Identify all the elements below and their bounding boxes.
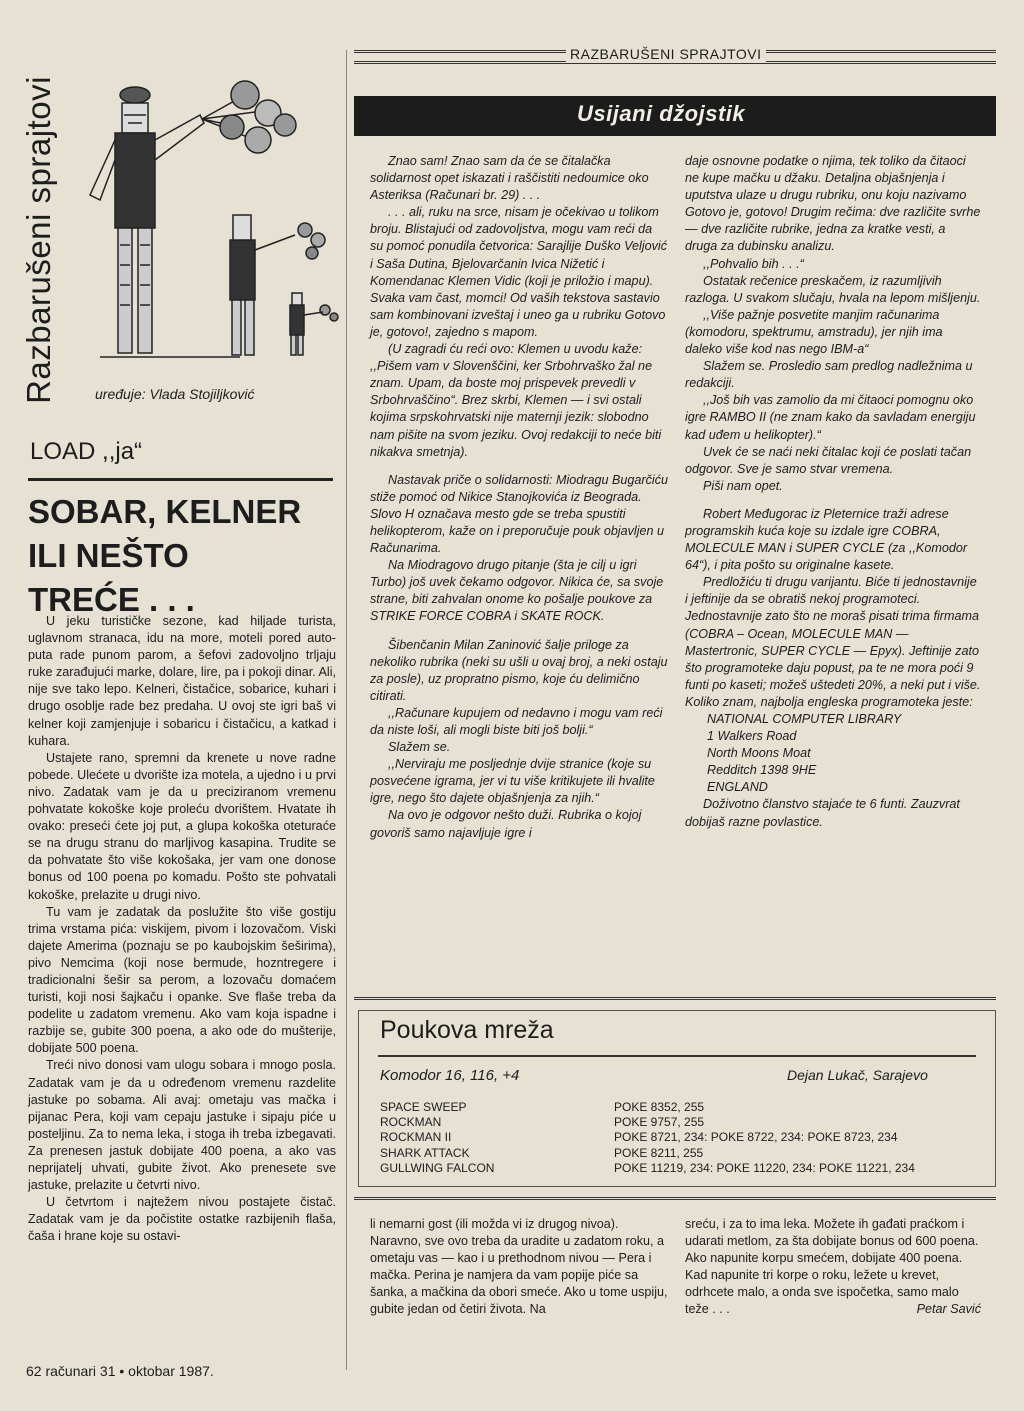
poke-box-title: Poukova mreža [380,1016,554,1044]
letter-paragraph: Slažem se. [388,740,451,755]
column-title-band [354,96,996,136]
poke-code: POKE 9757, 255 [614,1115,705,1130]
letters-column-right [685,153,981,831]
box-top-rule [354,997,996,1004]
article-continuation-middle [370,1216,668,1319]
poke-game: SHARK ATTACK [380,1145,470,1160]
letter-paragraph: Ostatak rečenice preskačem, iz razumljivih razloga. U svakom slučaju, hvala na lepom mišljenju. [685,273,981,305]
body-paragraph: Tu vam je zadatak da poslužite što više gostiju trima vrstama pića: viskijem, pivom i lozovačom. Viski dajete Amerima (poznaju se po kaubojskim šeširima), pivo Nemcima (koji nose bermude, hozntregere i tradicionalni šešir sa perom, a lozovaču domaćem turisti, koji nosi šajkaču i opanke. Sve flaše treba da podelite u zadatom vremenu. Ako vam koja ispadne i razbije se, gubite 300 poena, a ako ode do mušterije, dobijate 500 poena. [28,904,336,1056]
letter-paragraph: ,,Pohvalio bih . . .“ [703,256,804,271]
headline-line: ILI NEŠTO [28,537,189,574]
vertical-title-text: Razbarušeni sprajtovi [20,76,57,404]
letter-paragraph: Nastavak priče o solidarnosti: Miodragu Bugarčiću stiže pomoć od Nikice Stanojkovića iz Beograda. Slovo H označava mesto gde se treba spustiti helikopterom, kaže on i preporučuje pouk objavljen u Računarima. [370,472,668,556]
letters-column-middle [370,153,668,842]
letter-paragraph: Na Miodragovo drugo pitanje (šta je cilj u igri Turbo) još uvek čekamo odgovor. Nikica će, sa svoje strane, biti zahvalan onome ko pošalje poukove za STRIKE FORCE COBRA i SKATE ROCK. [370,558,664,624]
letter-paragraph: Slažem se. Prosledio sam predlog nadležnima u redakciji. [685,359,973,391]
author-signature: Petar Savić [916,1302,981,1317]
letter-paragraph: . . . ali, ruku na srce, nisam je očekivao u tolikom broju. Blistajući od zadovoljstva, mogu vam reći da su pomoć ponudila četvorica: Sarajlije Duško Veljović i Saša Dutina, Bjelovarčanin Ivica Nižetić i Komendanac Klemen Vidic (koji je priložio i mapu). Svaka vam čast, momci! Od vaših tekstova sastavio sam kombinovani izveštaj i uneo ga u rubriku Gotovo je, gotovo!, zajedno s mapom. [370,205,668,339]
waiters-illustration [80,65,342,375]
column-title: Usijani džojstik [577,101,746,126]
bottom-rule [354,1197,996,1204]
load-rule [28,478,333,481]
section-header [354,46,996,64]
body-paragraph: Treći nivo donosi vam ulogu sobara i mnogo posla. Zadatak vam je da u određenom vremenu razdelite jastuke po sobama. Ali avaj: ometaju vas mačka i pijanac Pera, koji vam cepaju jastuke i sipaju piće u posteljinu. Za to nema leka, i stoga ih treba izbegavati. Za prenesen jastuk dobijate 400 poena, a ako vas neprijatelj uhvati, gubite život. Ako prenesete sve jastuke, prelazite u četvrti nivo. [28,1058,336,1193]
letter-paragraph: Doživotno članstvo stajaće te 6 funti. Zauzvrat dobijaš razne povlastice. [685,797,960,829]
letter-paragraph: Na ovo je odgovor nešto duži. Rubrika o kojoj govoriš samo najavljuje igre i [370,808,642,840]
continuation-text: sreću, i za to ima leka. Možete ih gađati praćkom i udarati metlom, za šta dobijate bonus od 600 poena. Ako napunite korpu smećem, dobijate 400 poena. Kad napunite tri korpe o roku, ležete u krevet, odrhcete malo, a onda sve ispočetka, samo malo teže . . . [685,1217,979,1317]
body-paragraph: U četvrtom i najtežem nivou postajete čistač. Zadatak vam je da počistite ostatke razbijenih flaša, čaša i hrane koje su ostavi- [28,1195,336,1244]
continuation-paragraph: li nemarni gost (ili možda vi iz drugog nivoa). Naravno, sve ovo treba da uradite u zadatom roku, a ometaju vas — kao i u prethodnom nivou — Pera i mačka. Perina je namjera da vam popije piće sa šanka, a mačkina da obori smeće. Ako u tome uspiju, gubite jedan od četiri života. Na [370,1217,668,1317]
letter-paragraph: Uvek će se naći neki čitalac koji će poslati tačan odgovor. Sve je samo stvar vremena. [685,444,972,476]
poke-box-title-rule [378,1055,976,1057]
letter-paragraph: Piši nam opet. [703,478,783,493]
continuation-paragraph [685,1216,981,1319]
article-continuation-right [685,1216,981,1319]
editor-credit: uređuje: Vlada Stojiljković [95,386,255,402]
address-line: ENGLAND [707,780,768,795]
poke-box-subtitle: Komodor 16, 116, +4 [380,1067,520,1084]
poke-code: POKE 8211, 255 [614,1145,704,1160]
letter-paragraph: Robert Međugorac iz Pleternice traži adrese programskih kuća koje su izdale igre COBRA, MOLECULE MAN i SUPER CYCLE (za ,,Komodor 64“), i pita pošto su originalne kasete. [685,506,968,573]
poke-game: ROCKMAN II [380,1130,452,1145]
poke-box-author: Dejan Lukač, Sarajevo [787,1067,928,1083]
poke-code: POKE 11219, 234: POKE 11220, 234: POKE 11221, 234 [614,1160,915,1175]
vertical-section-title [14,40,64,440]
section-header-text: RAZBARUŠENI SPRAJTOVI [566,46,766,62]
body-paragraph: Ustajete rano, spremni da krenete u nove radne pobede. Ulećete u dvorište iza motela, a ujedno i u prvi nivo. Zadatak vam je da u preciziranom vremenu pohvatate kokoške koje proleću dvorištem. Hvatate ih ovako: preseći ćete joj put, a glupa kokoška oteturaće se na drugu stranu do marljivog kasapina. Trudite se da pohvatate što više kokošaka, jer vam one donose bonus od 100 poena po komadu. Pošto ste pohvatali kokoške, prelazite u drugi nivo. [28,750,336,902]
poke-game: SPACE SWEEP [380,1100,467,1114]
load-heading: LOAD ,,ja“ [30,438,143,465]
letter-paragraph: Šibenčanin Milan Zaninović šalje priloge za nekoliko rubrika (neki su ušli u ovaj broj, a neki ostaju za posle), uz propratno pismo, koje ću delimično citirati. [370,637,668,703]
headline-line: SOBAR, KELNER [28,493,302,530]
poke-code: POKE 8352, 255 [614,1100,705,1114]
letter-paragraph: ,,Više pažnje posvetite manjim računarima (komodoru, spektrumu, amstradu), jer njih ima daleko više kod nas nego IBM-a“ [685,307,943,357]
letter-paragraph: (U zagradi ću reći ovo: Klemen u uvodu kaže: ,,Pišem vam v Slovenščini, ker Srbohrvaško žal ne znam. Upam, da boste moj prispevek prevedli v Srbohrvaščino“. Brez skrbi, Klemen — i svi ostali kojima srpskohrvatski nije maternji jezik: slobodno nam pišite na svom jeziku. Ovoj redakciji to neće biti nikakva smetnja). [370,342,662,459]
address-line: North Moons Moat [707,746,811,761]
letter-paragraph: Znao sam! Znao sam da će se čitalačka solidarnost opet iskazati i raščistiti nedoumice oko Asteriksa (Računari br. 29) . . . [370,154,649,203]
page-footer: 62 računari 31 • oktobar 1987. [26,1363,214,1379]
library-address [685,711,981,796]
address-line: Redditch 1398 9HE [707,763,817,778]
column-divider [346,50,347,1370]
poke-game: ROCKMAN [380,1115,442,1130]
letter-paragraph: Predložiću ti drugu varijantu. Biće ti jednostavnije i jeftinije da se obratiš nekoj programoteci. Jednostavnije zato što ne moraš pisati trima firmama (COBRA – Ocean, MOLECULE MAN — Mastertronic, SUPER CYCLE — Epyx). Jeftinije zato što programoteke daju popust, pa te ne mora poći 9 funti po kaseti; možeš uštedeti 20%, a neki put i više. Koliko znam, najbolja engleska programoteka jeste: [685,575,981,709]
poke-code: POKE 8721, 234: POKE 8722, 234: POKE 8723, 234 [614,1130,898,1145]
letter-paragraph: daje osnovne podatke o njima, tek toliko da čitaoci ne kupe mačku u džaku. Detaljna objašnjenja i uputstva ulaze u drugu rubriku, onu koju nazivamo Gotovo je, gotovo! Drugim rečima: dve različite svrhe — dve različite rubrike, jedna za kratke vesti, a druga za dubinsku analizu. [685,154,981,254]
article-body [28,613,336,1245]
poke-game: GULLWING FALCON [380,1160,495,1175]
letter-paragraph: ,,Nerviraju me posljednje dvije stranice (koje su posvećene igrama, jer vi tu više kritikujete ili hvalite igre, nego što dajete objašnjenja za njih.“ [370,757,655,806]
body-paragraph: U jeku turističke sezone, kad hiljade turista, uglavnom stranaca, idu na more, moteli pored auto-puta rade punom parom, a šefovi zadovoljno trljaju ruke zarađujući marke, dolare, lire, pa i pokoji dinar. Ali, nije sve tako lepo. Kelneri, čistačice, sobarice, kuhari i drugo osoblje rade bez predaha. U ovoj ste igri baš vi kelner koji zamjenjuje i sobaricu i čistačicu, a katkad i kuhara. [28,614,336,748]
letter-paragraph: ,,Još bih vas zamolio da mi čitaoci pomognu oko igre RAMBO II (ne znam kako da savladam energiju kad uđem u helikopter).“ [685,393,976,442]
address-line: NATIONAL COMPUTER LIBRARY [707,712,902,726]
headline-line: TREĆE . . . [28,581,195,618]
article-headline [28,490,338,622]
address-line: 1 Walkers Road [707,729,797,744]
letter-paragraph: ,,Računare kupujem od nedavno i mogu vam reći da niste loši, ali mogli biste biti još bolji.“ [370,705,663,737]
illustration-waiters-balloons [80,65,342,375]
